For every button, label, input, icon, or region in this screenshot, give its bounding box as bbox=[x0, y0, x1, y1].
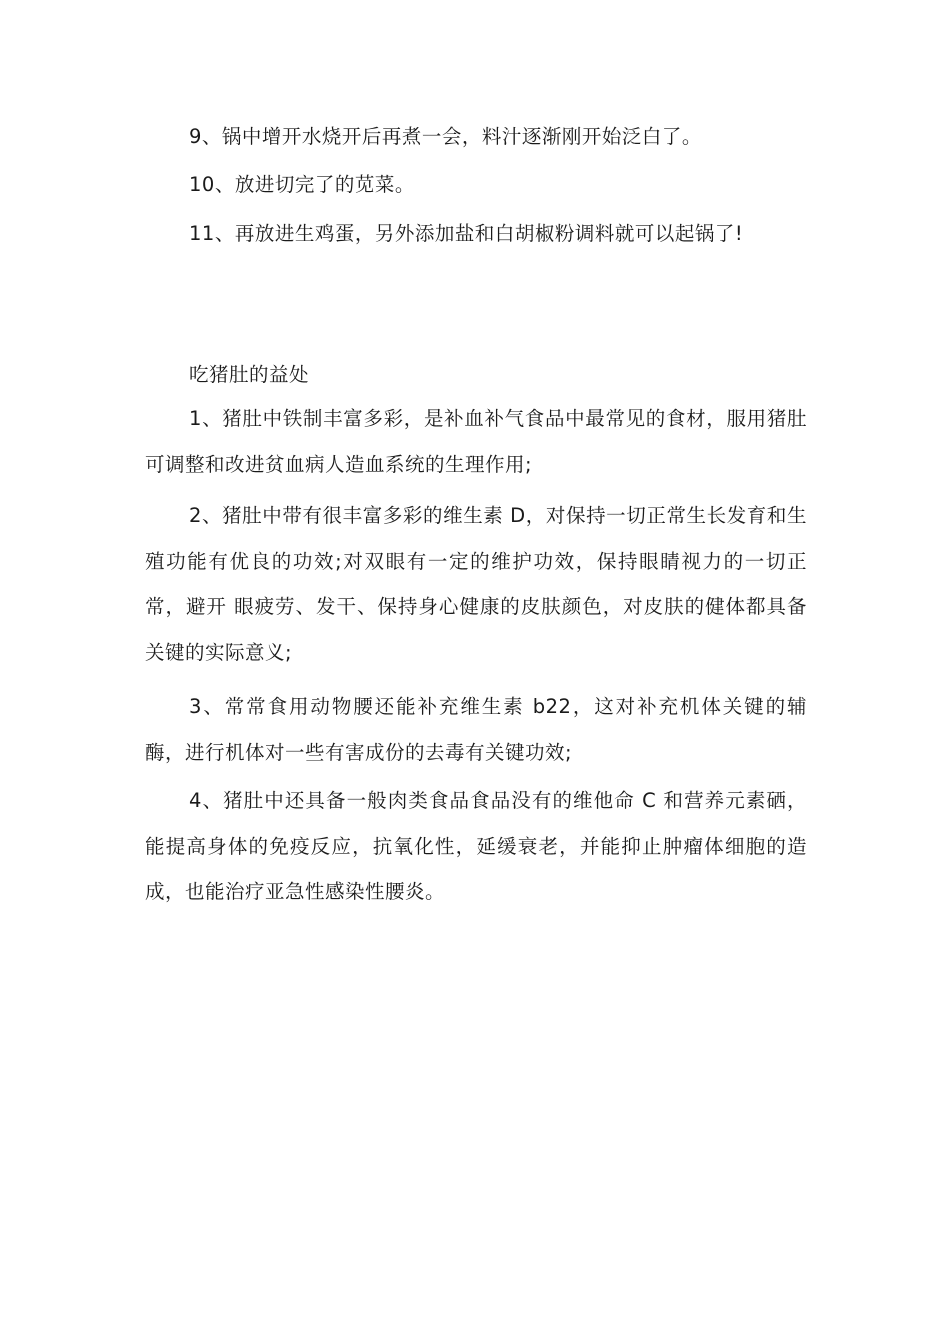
recipe-step-11: 11、再放进生鸡蛋，另外添加盐和白胡椒粉调料就可以起锅了! bbox=[189, 222, 744, 245]
benefit-paragraph-4: 4、猪肚中还具备一般肉类食品食品没有的维他命 C 和营养元素硒，能提高身体的免疫反应，抗氧化性，延缓衰老，并能抑止肿瘤体细胞的造成，也能治疗亚急性感染性腰炎。 bbox=[145, 789, 807, 903]
recipe-step-10: 10、放进切完了的苋菜。 bbox=[189, 173, 415, 196]
recipe-step-9: 9、锅中增开水烧开后再煮一会，料汁逐渐刚开始泛白了。 bbox=[189, 125, 702, 148]
benefit-paragraph-3: 3、常常食用动物腰还能补充维生素 b22，这对补充机体关键的辅酶，进行机体对一些有害成份的去毒有关键功效; bbox=[145, 695, 807, 764]
benefit-paragraph-1: 1、猪肚中铁制丰富多彩，是补血补气食品中最常见的食材，服用猪肚可调整和改进贫血病人造血系统的生理作用; bbox=[145, 407, 807, 476]
section-heading: 吃猪肚的益处 bbox=[189, 363, 310, 386]
benefit-paragraph-2: 2、猪肚中带有很丰富多彩的维生素 D，对保持一切正常生长发育和生殖功能有优良的功效;对双眼有一定的维护功效，保持眼睛视力的一切正常，避开 眼疲劳、发干、保持身心健康的皮肤颜色，对皮肤的健体都具备关键的实际意义; bbox=[145, 504, 807, 664]
